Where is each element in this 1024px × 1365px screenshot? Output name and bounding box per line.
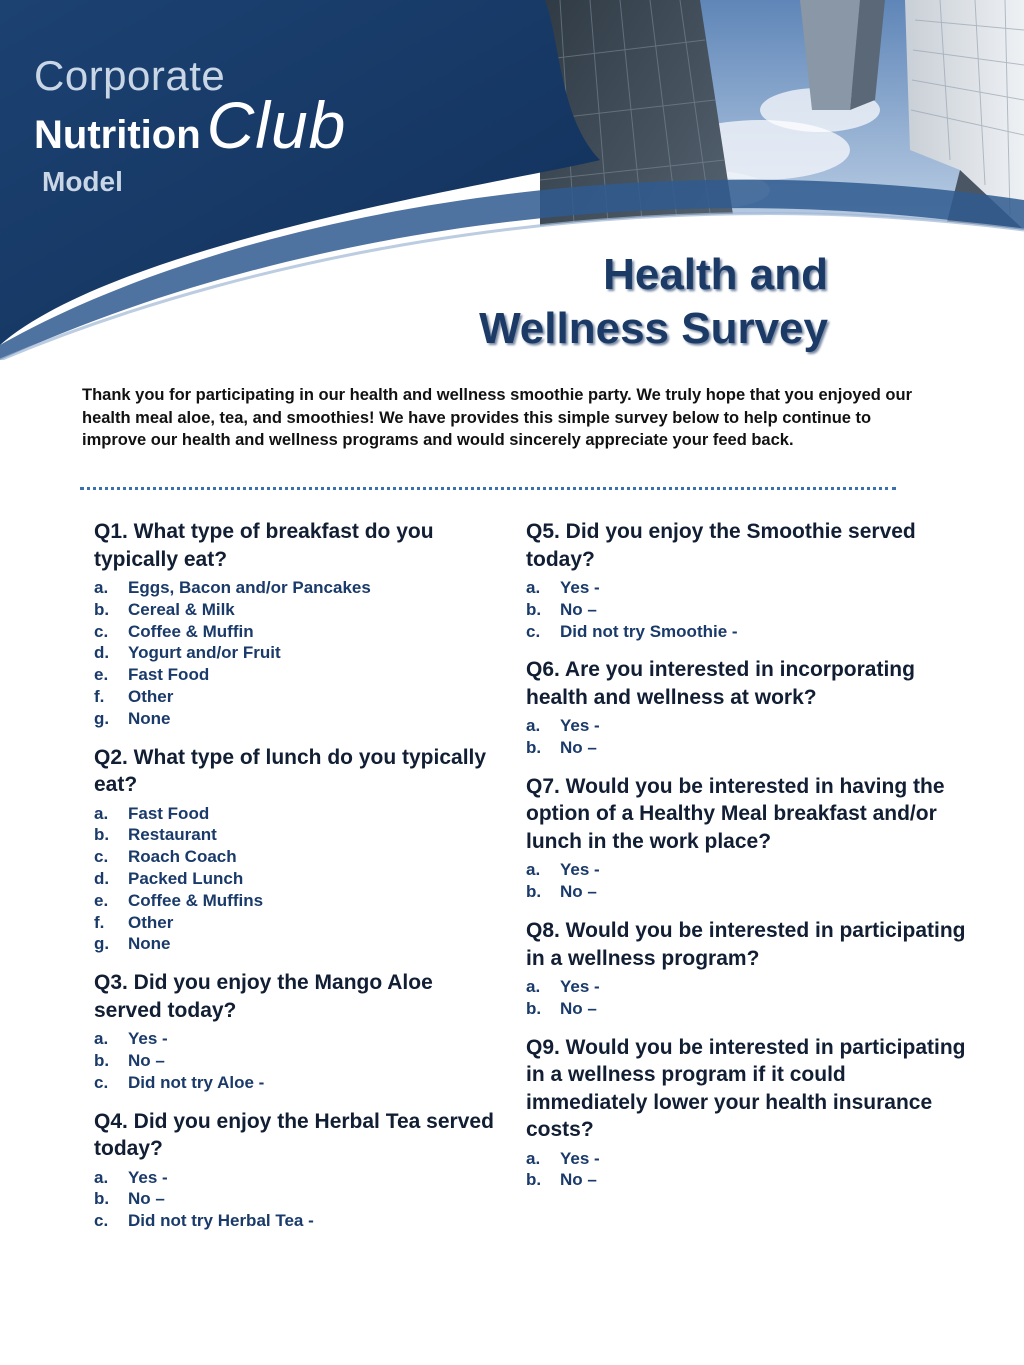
option-letter: b. — [526, 599, 542, 619]
option-text: Fast Food — [128, 665, 210, 685]
survey-question — [526, 518, 966, 642]
answer-option — [526, 998, 966, 1020]
option-text: Other — [128, 912, 174, 932]
option-letter: a. — [526, 716, 541, 736]
answer-option — [526, 621, 966, 643]
logo-model: Model — [42, 166, 123, 197]
option-text: Other — [128, 686, 174, 706]
answer-option — [94, 1072, 494, 1094]
option-letter: a. — [526, 1148, 541, 1168]
survey-question — [94, 969, 494, 1093]
answer-options — [526, 577, 966, 642]
option-text: No – — [128, 1050, 165, 1070]
answer-option — [94, 642, 494, 664]
option-text: No – — [560, 998, 597, 1018]
option-text: No – — [560, 882, 597, 902]
answer-option — [94, 933, 494, 955]
option-letter: d. — [94, 868, 110, 888]
answer-option — [526, 737, 966, 759]
answer-option — [526, 1148, 966, 1170]
survey-question — [94, 518, 494, 730]
answer-option — [526, 577, 966, 599]
survey-question — [526, 773, 966, 903]
question-text: Q2. What type of lunch do you typically eat? — [94, 745, 487, 797]
option-text: Yes - — [128, 1167, 168, 1187]
option-letter: c. — [94, 1211, 109, 1231]
option-letter: b. — [526, 738, 542, 758]
survey-question — [526, 917, 966, 1020]
answer-options — [94, 1028, 494, 1093]
option-letter: b. — [94, 825, 110, 845]
logo-club: Club — [206, 88, 347, 162]
answer-options — [94, 577, 494, 730]
answer-option — [94, 803, 494, 825]
option-letter: c. — [94, 621, 109, 641]
answer-options — [526, 715, 966, 759]
question-text: Q1. What type of breakfast do you typically eat? — [94, 520, 434, 571]
option-text: Yes - — [560, 977, 600, 997]
answer-option — [94, 577, 494, 599]
answer-option — [94, 912, 494, 934]
answer-option — [94, 868, 494, 890]
answer-option — [94, 846, 494, 868]
option-text: Yes - — [560, 578, 600, 597]
answer-option — [94, 1028, 494, 1050]
answer-option — [526, 715, 966, 737]
option-letter: b. — [94, 599, 110, 619]
question-text: Q6. Are you interested in incorporating health and wellness at work? — [526, 658, 915, 709]
answer-options — [94, 1167, 494, 1232]
logo-nutrition-club — [34, 88, 347, 162]
option-text: Eggs, Bacon and/or Pancakes — [128, 578, 371, 597]
option-letter: b. — [94, 1050, 110, 1070]
option-text: Coffee & Muffins — [128, 890, 264, 910]
survey-question — [526, 1034, 966, 1192]
option-text: No – — [560, 1170, 597, 1190]
answer-option — [526, 881, 966, 903]
option-letter: c. — [94, 1072, 109, 1092]
option-letter: g. — [94, 934, 110, 954]
page-title-line1: Health and — [603, 250, 828, 299]
option-letter: a. — [94, 578, 109, 597]
option-letter: d. — [94, 643, 110, 663]
survey-question — [94, 744, 494, 956]
option-letter: c. — [526, 621, 541, 641]
answer-option — [526, 859, 966, 881]
option-text: Yes - — [560, 716, 600, 736]
option-text: Did not try Aloe - — [128, 1072, 265, 1092]
option-letter: a. — [526, 578, 541, 597]
option-text: Coffee & Muffin — [128, 621, 254, 641]
question-text: Q4. Did you enjoy the Herbal Tea served today? — [94, 1109, 494, 1161]
option-text: Yes - — [560, 860, 600, 880]
option-text: Yes - — [128, 1029, 168, 1049]
answer-option — [94, 599, 494, 621]
option-text: Fast Food — [128, 803, 210, 823]
answer-options — [94, 803, 494, 956]
question-text: Q8. Would you be interested in participating in a wellness program? — [526, 919, 966, 970]
option-letter: c. — [94, 847, 109, 867]
answer-options — [526, 859, 966, 903]
answer-option — [94, 664, 494, 686]
page-title-line2: Wellness Survey — [479, 304, 828, 353]
logo — [34, 52, 346, 198]
option-letter: a. — [94, 803, 109, 823]
answer-option — [94, 1188, 494, 1210]
question-text: Q3. Did you enjoy the Mango Aloe served today? — [94, 971, 433, 1022]
logo-nutrition: Nutrition — [34, 113, 201, 157]
answer-option — [94, 890, 494, 912]
answer-option — [526, 1169, 966, 1191]
page-title — [479, 248, 828, 356]
option-letter: b. — [94, 1189, 110, 1209]
option-text: Roach Coach — [128, 847, 237, 867]
option-letter: a. — [94, 1029, 109, 1049]
answer-option — [94, 824, 494, 846]
answer-option — [94, 708, 494, 730]
option-text: Yogurt and/or Fruit — [128, 643, 281, 663]
intro-paragraph: Thank you for participating in our health and wellness smoothie party. We truly hope that you enjoyed our health meal aloe, tea, and smoothies! We have provides this simple survey below to help continue to improve our health and wellness programs and would sincerely appreciate your feed back. — [82, 386, 912, 449]
logo-corporate: Corporate — [34, 52, 226, 99]
question-text: Q7. Would you be interested in having the option of a Healthy Meal breakfast and/or lunch in the work place? — [526, 774, 945, 853]
answer-option — [94, 621, 494, 643]
right-question-column — [526, 518, 966, 1205]
option-text: Cereal & Milk — [128, 599, 235, 619]
option-letter: a. — [526, 977, 541, 997]
answer-option — [94, 686, 494, 708]
option-text: Packed Lunch — [128, 868, 244, 888]
option-text: Did not try Smoothie - — [560, 621, 738, 641]
option-text: Did not try Herbal Tea - — [128, 1211, 314, 1231]
dotted-divider — [80, 487, 896, 490]
option-letter: a. — [526, 860, 541, 880]
answer-option — [94, 1050, 494, 1072]
option-letter: b. — [526, 1170, 542, 1190]
option-text: No – — [128, 1189, 165, 1209]
option-text: Restaurant — [128, 825, 217, 845]
answer-option — [94, 1210, 494, 1232]
option-letter: g. — [94, 708, 110, 728]
option-letter: e. — [94, 665, 109, 685]
answer-option — [94, 1167, 494, 1189]
left-question-column — [94, 518, 494, 1246]
option-letter: f. — [94, 912, 105, 932]
option-text: No – — [560, 738, 597, 758]
survey-question — [526, 656, 966, 759]
option-text: No – — [560, 599, 597, 619]
answer-options — [526, 1148, 966, 1192]
option-text: None — [128, 708, 171, 728]
survey-question — [94, 1108, 494, 1232]
option-text: Yes - — [560, 1148, 600, 1168]
option-letter: f. — [94, 686, 105, 706]
option-letter: b. — [526, 998, 542, 1018]
option-letter: a. — [94, 1167, 109, 1187]
question-text: Q5. Did you enjoy the Smoothie served today? — [526, 520, 916, 571]
answer-option — [526, 976, 966, 998]
answer-option — [526, 599, 966, 621]
option-text: None — [128, 934, 171, 954]
option-letter: b. — [526, 882, 542, 902]
question-text: Q9. Would you be interested in participating in a wellness program if it could immediately lower your health insurance costs? — [526, 1035, 966, 1142]
answer-options — [526, 976, 966, 1020]
option-letter: e. — [94, 890, 109, 910]
